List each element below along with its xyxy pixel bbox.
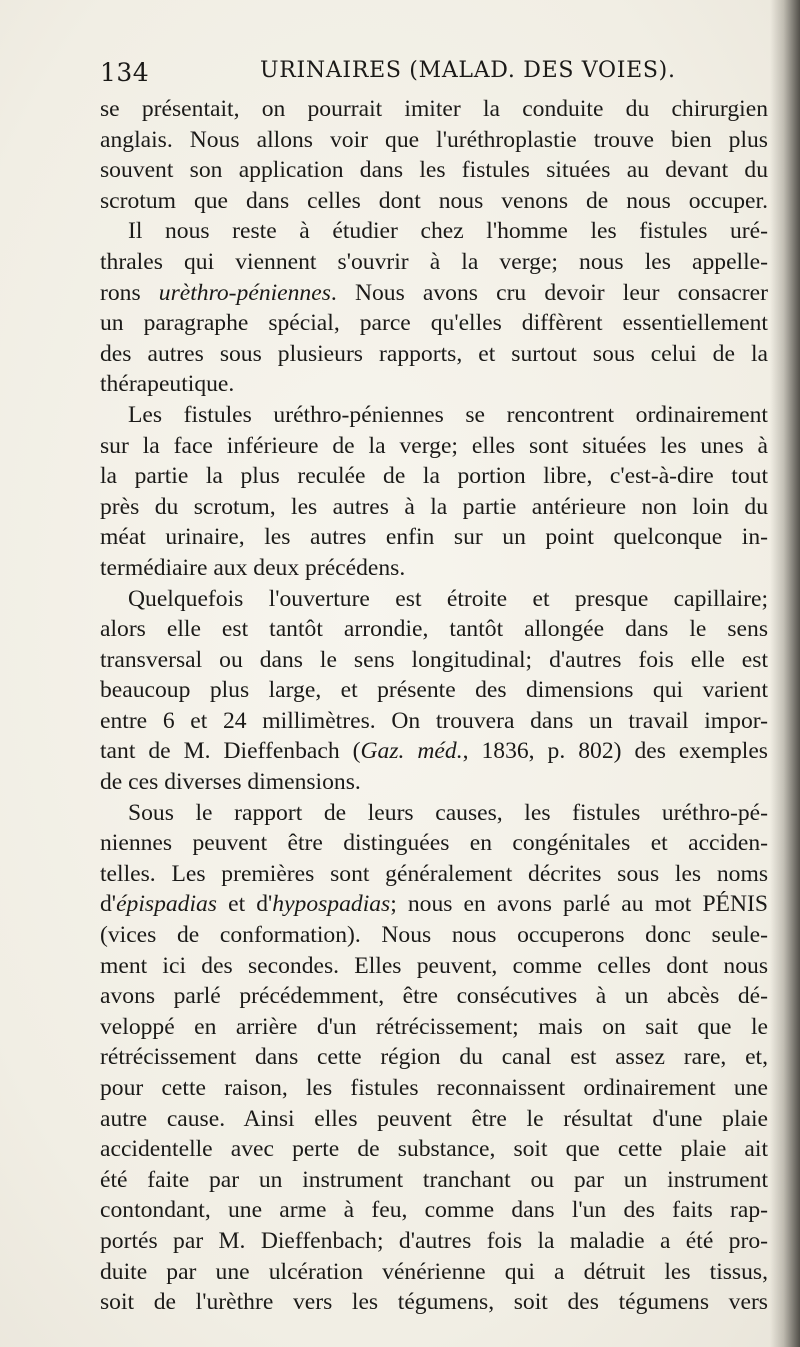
text-line: entre 6 et 24 millimètres. On trouvera dans un travail impor- [100, 707, 768, 734]
body-text [100, 94, 768, 1318]
text-line: ment ici des secondes. Elles peuvent, comme celles dont nous [100, 952, 768, 979]
text-line: telles. Les premières sont généralement décrites sous les noms [100, 860, 768, 887]
page-edge-shadow [770, 0, 800, 1347]
text-line: thrales qui viennent s'ouvrir à la verge; nous les appelle- [100, 248, 768, 275]
text-line: veloppé en arrière d'un rétrécissement; mais on sait que le [100, 1013, 768, 1040]
text-line: de ces diverses dimensions. [100, 769, 361, 796]
page-header [100, 58, 770, 92]
text-line: avons parlé précédemment, être consécutives à un abcès dé- [100, 983, 768, 1010]
text-line: Quelquefois l'ouverture est étroite et presque capillaire; [128, 585, 768, 612]
text-line: pour cette raison, les fistules reconnaissent ordinairement une [100, 1075, 768, 1101]
text-line: sur la face inférieure de la verge; elles sont situées les unes à [100, 432, 768, 459]
text-line: alors elle est tantôt arrondie, tantôt allongée dans le sens [100, 616, 768, 643]
running-head: URINAIRES (MALAD. DES VOIES). [260, 58, 676, 83]
text-line: scrotum que dans celles dont nous venons de nous occuper. [100, 187, 768, 214]
text-line: duite par une ulcération vénérienne qui a détruit les tissus, [100, 1258, 768, 1285]
text-line: autre cause. Ainsi elles peuvent être le résultat d'une plaie [100, 1105, 768, 1132]
text-line: tant de M. Dieffenbach (Gaz. méd., 1836, p. 802) des exemples [100, 738, 768, 765]
text-line: soit de l'urèthre vers les tégumens, soit des tégumens vers [100, 1289, 768, 1316]
text-line: termédiaire aux deux précédens. [100, 554, 406, 581]
text-line: beaucoup plus large, et présente des dimensions qui varient [100, 677, 768, 704]
text-line: se présentait, on pourrait imiter la conduite du chirurgien [100, 96, 768, 122]
text-line: anglais. Nous allons voir que l'uréthroplastie trouve bien plus [100, 126, 768, 153]
page-number: 134 [100, 58, 150, 87]
text-line: transversal ou dans le sens longitudinal; d'autres fois elle est [100, 646, 768, 673]
text-line: d'épispadias et d'hypospadias; nous en avons parlé au mot PÉNIS [100, 891, 768, 918]
text-line: Sous le rapport de leurs causes, les fistules uréthro-pé- [128, 799, 768, 826]
text-line: souvent son application dans les fistules situées au devant du [100, 157, 768, 184]
text-line: thérapeutique. [100, 371, 235, 398]
text-line: niennes peuvent être distinguées en congénitales et acciden- [100, 830, 768, 857]
text-line: (vices de conformation). Nous nous occuperons donc seule- [100, 922, 768, 949]
text-line: la partie la plus reculée de la portion libre, c'est-à-dire tout [100, 463, 768, 490]
text-line: un paragraphe spécial, parce qu'elles diffèrent essentiellement [100, 310, 768, 337]
text-line: été faite par un instrument tranchant ou par un instrument [100, 1166, 768, 1193]
text-line: contondant, une arme à feu, comme dans l'un des faits rap- [100, 1197, 768, 1224]
text-line: rétrécissement dans cette région du canal est assez rare, et, [100, 1044, 768, 1071]
text-line: des autres sous plusieurs rapports, et surtout sous celui de la [100, 340, 768, 367]
text-line: portés par M. Dieffenbach; d'autres fois la maladie a été pro- [100, 1227, 768, 1254]
text-line: méat urinaire, les autres enfin sur un point quelconque in- [100, 524, 768, 551]
text-line: accidentelle avec perte de substance, soit que cette plaie ait [100, 1136, 768, 1163]
text-line: rons urèthro-péniennes. Nous avons cru devoir leur consacrer [100, 279, 768, 306]
text-line: Il nous reste à étudier chez l'homme les fistules uré- [128, 218, 768, 245]
text-line: près du scrotum, les autres à la partie antérieure non loin du [100, 493, 768, 520]
text-line: Les fistules uréthro-péniennes se rencontrent ordinairement [128, 401, 768, 428]
